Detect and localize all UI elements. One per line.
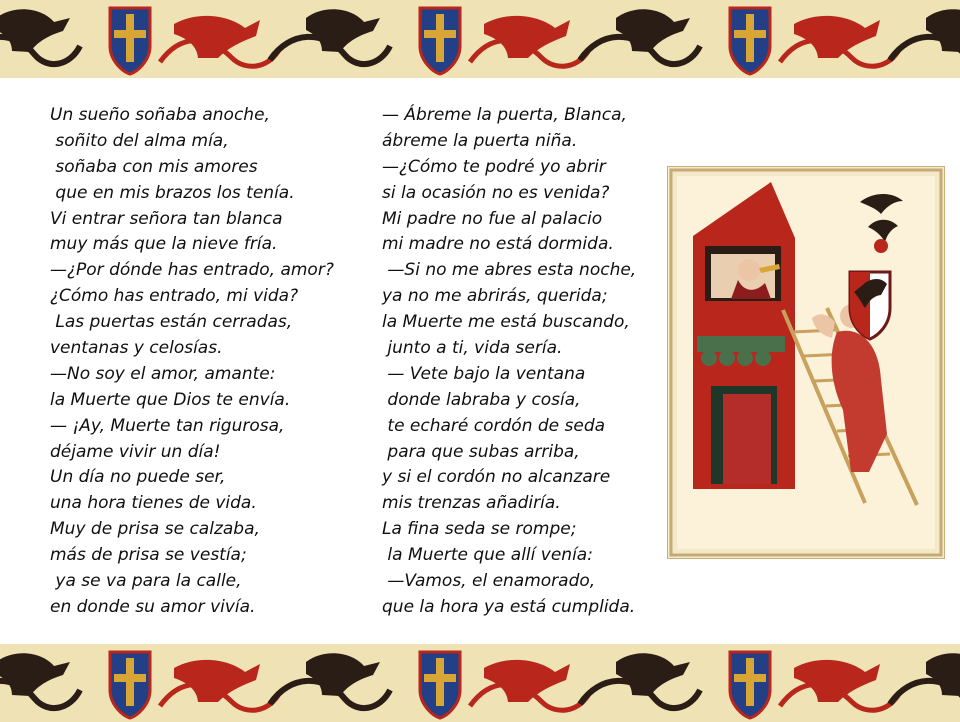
poem-line: —No soy el amor, amante:	[50, 363, 276, 384]
poem-line: una hora tienes de vida.	[50, 493, 257, 514]
poem-line: ya se va para la calle,	[50, 571, 242, 592]
poem-line: mi madre no está dormida.	[382, 234, 614, 255]
poem-line: junto a ti, vida sería.	[382, 338, 563, 359]
poem-line: si la ocasión no es venida?	[382, 182, 610, 203]
poem-line: — ¡Ay, Muerte tan rigurosa,	[50, 415, 285, 436]
poem-line: la Muerte me está buscando,	[382, 312, 630, 333]
poem-line: la Muerte que allí venía:	[382, 545, 593, 566]
poem-line: que la hora ya está cumplida.	[382, 596, 636, 617]
poem-line: Mi padre no fue al palacio	[382, 208, 603, 229]
top-heraldic-border	[0, 0, 960, 78]
poem-line: — Ábreme la puerta, Blanca,	[382, 105, 627, 125]
heraldic-border-pattern	[0, 8, 960, 74]
poem-line: la Muerte que Dios te envía.	[50, 389, 291, 410]
poem-line: Vi entrar señora tan blanca	[50, 208, 283, 229]
poem-line: Un día no puede ser,	[50, 467, 226, 488]
poem-line: —¿Por dónde has entrado, amor?	[50, 260, 334, 281]
poem-line: ventanas y celosías.	[50, 338, 223, 359]
poem-line: Las puertas están cerradas,	[50, 312, 293, 333]
poem-line: te echaré cordón de seda	[382, 415, 606, 436]
poem-left-column	[50, 103, 334, 621]
poem-line: déjame vivir un día!	[50, 441, 221, 462]
bottom-heraldic-border	[0, 644, 960, 722]
poem-line: Un sueño soñaba anoche,	[50, 105, 270, 125]
poem-line: — Vete bajo la ventana	[382, 363, 586, 384]
poem-line: La fina seda se rompe;	[382, 519, 577, 540]
poem-line: soñaba con mis amores	[50, 156, 258, 177]
poem-line: —Vamos, el enamorado,	[382, 571, 596, 592]
poem-line: para que subas arriba,	[382, 441, 580, 462]
poem-line: ya no me abrirás, querida;	[382, 286, 608, 307]
poem-line: soñito del alma mía,	[50, 130, 229, 151]
heraldic-border-pattern	[0, 652, 960, 718]
poem-line: donde labraba y cosía,	[382, 389, 581, 410]
poem-right-column	[382, 103, 636, 621]
poem-line: —Si no me abres esta noche,	[382, 260, 637, 281]
poem-line: —¿Cómo te podré yo abrir	[382, 156, 606, 177]
medieval-lovers-miniature	[667, 166, 945, 559]
poem-line: que en mis brazos los tenía.	[50, 182, 295, 203]
poem-line: ábreme la puerta niña.	[382, 130, 578, 151]
poem-line: y si el cordón no alcanzare	[382, 467, 611, 488]
poem-line: Muy de prisa se calzaba,	[50, 519, 260, 540]
poem-line: en donde su amor vivía.	[50, 596, 256, 617]
poem-line: más de prisa se vestía;	[50, 545, 247, 566]
poem-line: ¿Cómo has entrado, mi vida?	[50, 286, 299, 307]
poem-line: mis trenzas añadiría.	[382, 493, 561, 514]
poem-line: muy más que la nieve fría.	[50, 234, 278, 255]
